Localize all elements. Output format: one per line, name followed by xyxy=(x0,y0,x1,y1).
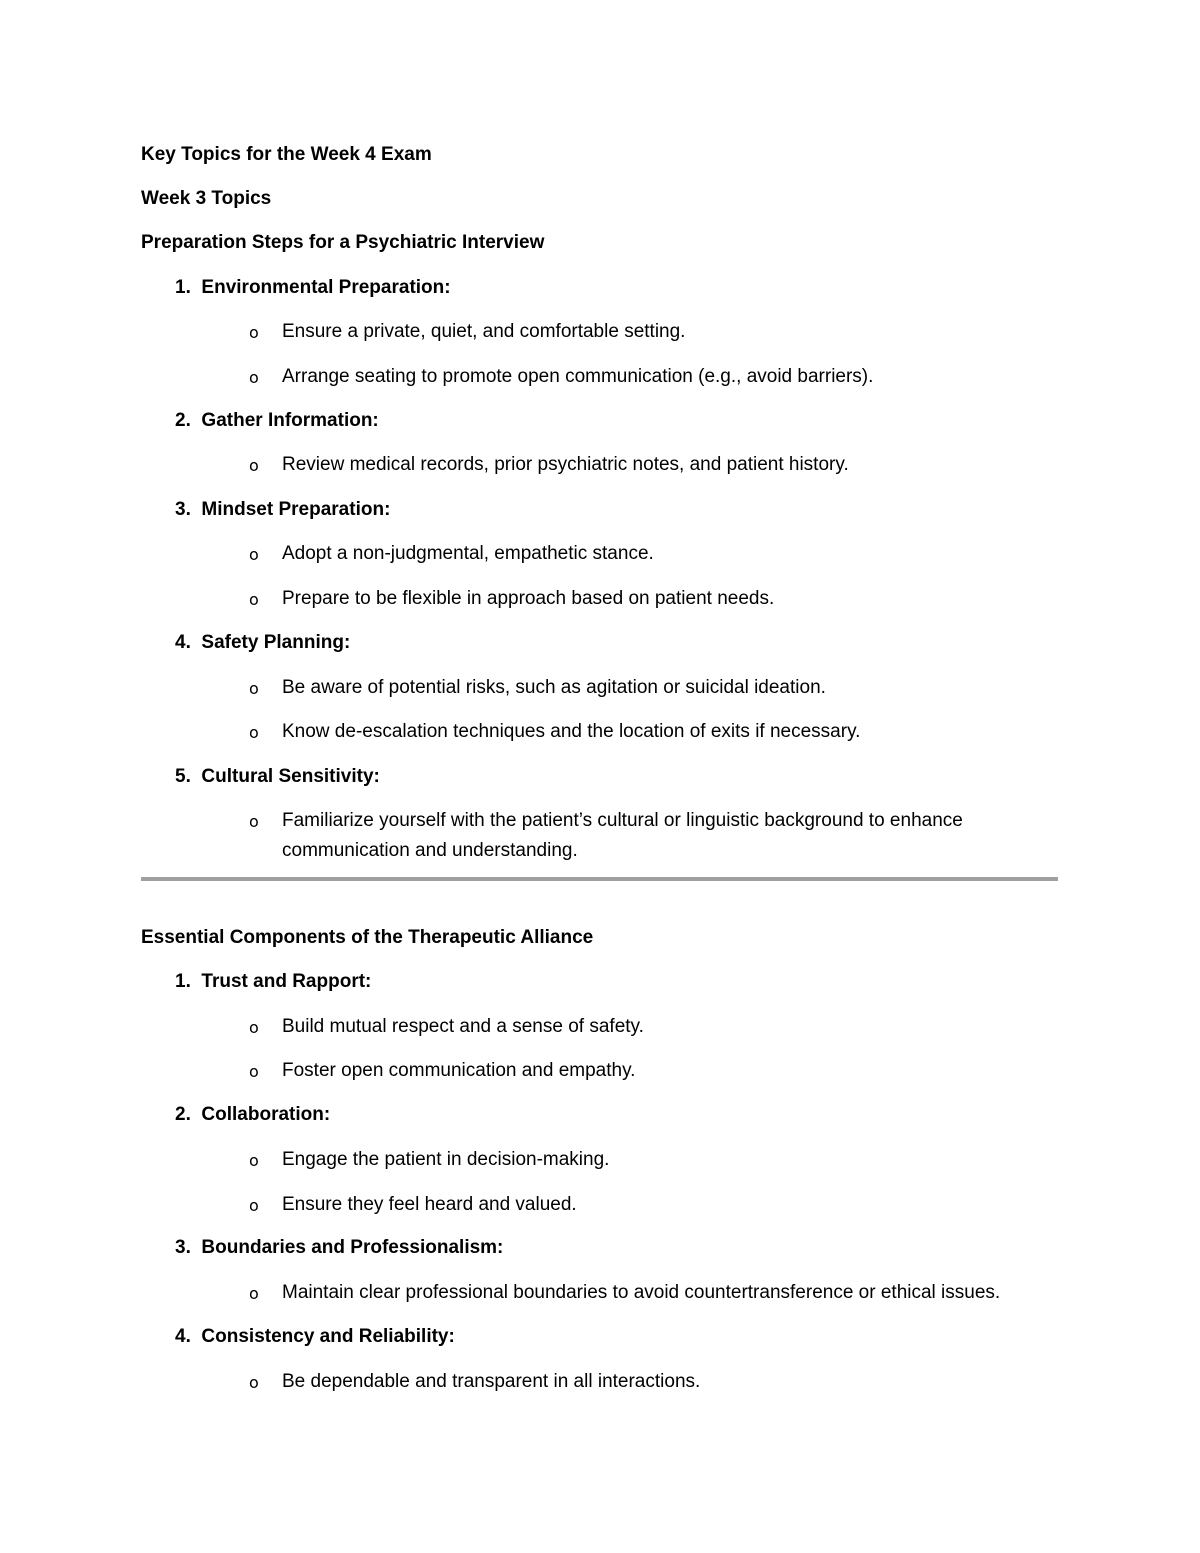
item-label: Safety Planning: xyxy=(201,632,351,653)
item-number: 4. xyxy=(175,1326,191,1347)
bullet-marker: o xyxy=(249,1062,259,1081)
horizontal-divider xyxy=(141,877,1058,881)
bullet-marker: o xyxy=(249,1196,259,1215)
bullet-text: Ensure they feel heard and valued. xyxy=(282,1194,577,1215)
bullet-marker: o xyxy=(249,1018,259,1037)
bullet-text: Ensure a private, quiet, and comfortable setting. xyxy=(282,321,686,342)
bullet-marker: o xyxy=(249,590,259,609)
bullet-text: Maintain clear professional boundaries to avoid countertransference or ethical issues. xyxy=(282,1282,1001,1303)
item-label: Environmental Preparation: xyxy=(201,277,451,298)
bullet-marker: o xyxy=(249,1284,259,1303)
item-number: 1. xyxy=(175,971,191,992)
item-label: Gather Information: xyxy=(201,410,379,431)
list-item-consistency-and-reliability xyxy=(175,1325,455,1349)
document-title: Key Topics for the Week 4 Exam xyxy=(141,144,432,165)
item-number: 2. xyxy=(175,410,191,431)
bullet-text: Know de-escalation techniques and the location of exits if necessary. xyxy=(282,721,861,742)
list-item-gather-information xyxy=(175,409,379,433)
item-label: Trust and Rapport: xyxy=(201,971,372,992)
bullet-marker: o xyxy=(249,679,259,698)
bullet-text: Foster open communication and empathy. xyxy=(282,1060,636,1081)
bullet-marker: o xyxy=(249,368,259,387)
list-item-safety-planning xyxy=(175,631,350,655)
bullet-text: Engage the patient in decision-making. xyxy=(282,1149,610,1170)
list-item-collaboration xyxy=(175,1103,330,1127)
item-number: 1. xyxy=(175,277,191,298)
bullet-marker: o xyxy=(249,545,259,564)
list-item-boundaries-and-professionalism xyxy=(175,1236,503,1260)
bullet-text-continuation: communication and understanding. xyxy=(282,840,578,861)
bullet-marker: o xyxy=(249,456,259,475)
week-heading: Week 3 Topics xyxy=(141,188,272,209)
bullet-marker: o xyxy=(249,1373,259,1392)
bullet-marker: o xyxy=(249,812,259,831)
bullet-text: Build mutual respect and a sense of safety. xyxy=(282,1016,644,1037)
bullet-marker: o xyxy=(249,723,259,742)
list-item-mindset-preparation xyxy=(175,498,390,522)
bullet-text: Review medical records, prior psychiatric notes, and patient history. xyxy=(282,454,849,475)
list-item-trust-and-rapport xyxy=(175,970,371,994)
section-heading-preparation: Preparation Steps for a Psychiatric Interview xyxy=(141,232,545,253)
bullet-text: Adopt a non-judgmental, empathetic stance. xyxy=(282,543,654,564)
section-heading-therapeutic-alliance: Essential Components of the Therapeutic Alliance xyxy=(141,927,594,948)
bullet-text: Be dependable and transparent in all interactions. xyxy=(282,1371,701,1392)
item-number: 5. xyxy=(175,766,191,787)
item-number: 2. xyxy=(175,1104,191,1125)
item-label: Collaboration: xyxy=(201,1104,331,1125)
bullet-text: Prepare to be flexible in approach based on patient needs. xyxy=(282,588,775,609)
list-item-cultural-sensitivity xyxy=(175,765,380,789)
bullet-marker: o xyxy=(249,323,259,342)
item-number: 3. xyxy=(175,499,191,520)
item-number: 4. xyxy=(175,632,191,653)
item-label: Boundaries and Professionalism: xyxy=(201,1237,504,1258)
item-label: Consistency and Reliability: xyxy=(201,1326,455,1347)
bullet-text: Arrange seating to promote open communication (e.g., avoid barriers). xyxy=(282,366,874,387)
item-number: 3. xyxy=(175,1237,191,1258)
bullet-text: Familiarize yourself with the patient’s cultural or linguistic background to enhance xyxy=(282,810,963,831)
bullet-marker: o xyxy=(249,1151,259,1170)
item-label: Mindset Preparation: xyxy=(201,499,391,520)
bullet-text: Be aware of potential risks, such as agitation or suicidal ideation. xyxy=(282,677,826,698)
item-label: Cultural Sensitivity: xyxy=(201,766,380,787)
list-item-environmental-preparation xyxy=(175,276,451,300)
